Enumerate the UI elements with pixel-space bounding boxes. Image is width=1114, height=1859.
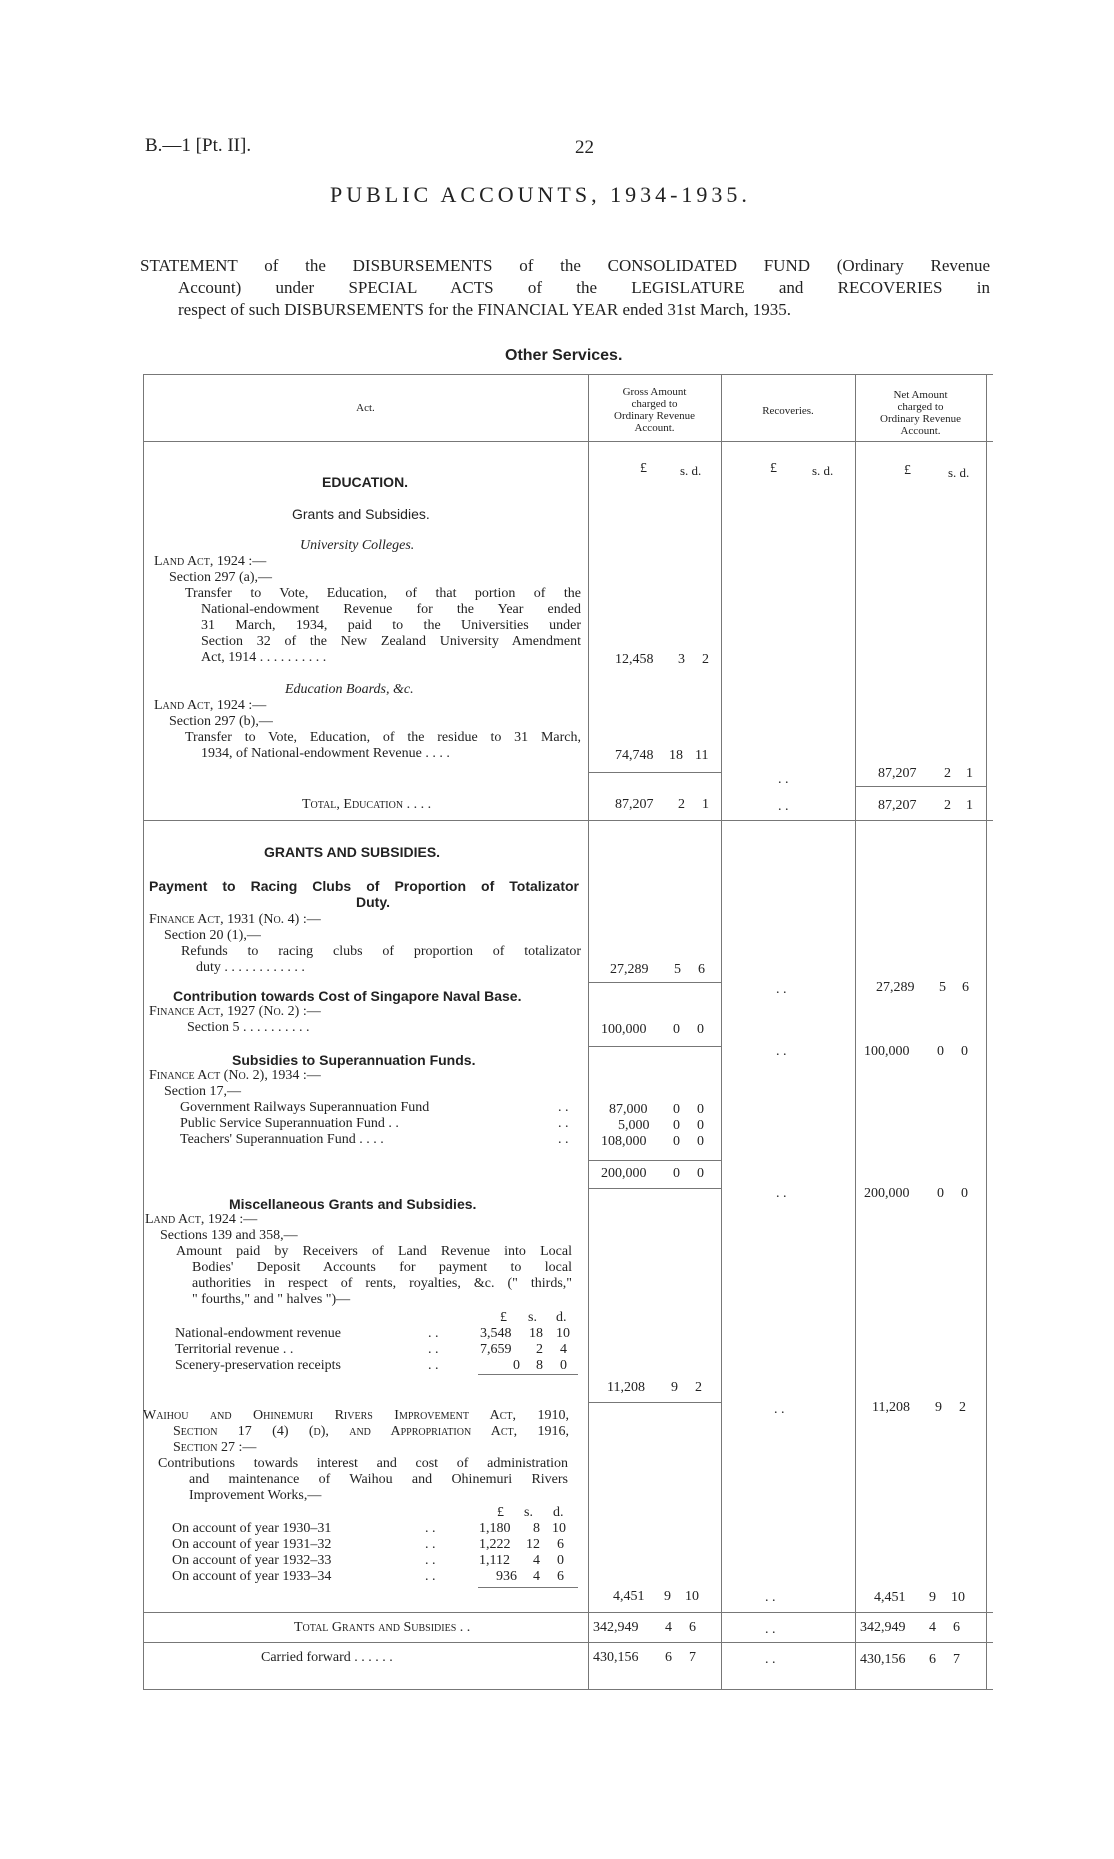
misc-item-shillings: 18 [529, 1326, 543, 1341]
super-item-pounds: 5,000 [618, 1118, 650, 1133]
misc-recoveries: . . [774, 1402, 785, 1417]
misc-act: Land Act, 1924 :— [145, 1212, 258, 1227]
university-gross-pence: 2 [702, 652, 709, 667]
misc-desc-3: authorities in respect of rents, royalties, &c. (" thirds," [192, 1276, 572, 1291]
table-top-rule [143, 374, 993, 375]
waihou-unit-pence: d. [553, 1505, 564, 1520]
boards-gross-pence: 11 [695, 748, 709, 763]
naval-recoveries: . . [776, 1044, 787, 1059]
boards-gross-shillings: 18 [669, 748, 683, 763]
superannuation-section: Section 17,— [164, 1084, 241, 1099]
racing-section: Section 20 (1),— [164, 928, 261, 943]
racing-desc-1: Refunds to racing clubs of proportion of totalizator [181, 944, 581, 959]
racing-recoveries: . . [776, 982, 787, 997]
misc-net-pence: 2 [959, 1400, 966, 1415]
racing-desc-2: duty . . . . . . . . . . . . [196, 960, 305, 975]
naval-net-pence: 0 [961, 1044, 968, 1059]
misc-item-label: Territorial revenue . . [175, 1342, 294, 1357]
naval-net-shillings: 0 [937, 1044, 944, 1059]
misc-desc-1: Amount paid by Receivers of Land Revenue into Local [176, 1244, 572, 1259]
university-desc-2: National-endowment Revenue for the Year ended [201, 602, 581, 617]
unit-sd-net: s. d. [948, 465, 970, 480]
table-left-border [143, 374, 144, 1689]
super-item-pence: 0 [697, 1102, 704, 1117]
waihou-item-shillings: 12 [526, 1537, 540, 1552]
super-item-pounds: 87,000 [609, 1102, 648, 1117]
col-divider-act [588, 374, 589, 1689]
super-subtotal-top-rule [588, 1160, 721, 1161]
racing-gross-pounds: 27,289 [610, 962, 649, 977]
boards-gross-pounds: 74,748 [615, 748, 654, 763]
total-grants-gross-pounds: 342,949 [593, 1620, 639, 1635]
waihou-desc-1: Contributions towards interest and cost of administration [158, 1456, 568, 1471]
boards-desc-1: Transfer to Vote, Education, of the residue to 31 March, [185, 730, 581, 745]
naval-gross-pounds: 100,000 [601, 1022, 647, 1037]
misc-item-pence: 0 [560, 1358, 567, 1373]
page-title: PUBLIC ACCOUNTS, 1934-1935. [330, 182, 751, 207]
misc-items-rule [478, 1374, 578, 1375]
racing-rule [588, 982, 721, 983]
waihou-title-2: Section 17 (4) (d), and Appropriation Act, 1916, [173, 1424, 569, 1439]
waihou-item-label: On account of year 1933–34 [172, 1569, 332, 1584]
misc-item-shillings: 8 [536, 1358, 543, 1373]
super-item-dots: . . [558, 1116, 569, 1131]
total-grants-net-shillings: 4 [929, 1620, 936, 1635]
carried-net-pence: 7 [953, 1652, 960, 1667]
carried-recoveries: . . [765, 1652, 776, 1667]
misc-net-shillings: 9 [935, 1400, 942, 1415]
super-net-pence: 0 [961, 1186, 968, 1201]
misc-desc-4: " fourths," and " halves ")— [192, 1292, 351, 1307]
super-item-pence: 0 [697, 1134, 704, 1149]
misc-item-dots: . . [428, 1326, 439, 1341]
misc-item-dots: . . [428, 1358, 439, 1373]
waihou-item-shillings: 4 [533, 1553, 540, 1568]
misc-item-pence: 4 [560, 1342, 567, 1357]
super-item-shillings: 0 [673, 1118, 680, 1133]
misc-section: Sections 139 and 358,— [160, 1228, 298, 1243]
superannuation-title: Subsidies to Superannuation Funds. [232, 1052, 476, 1068]
waihou-item-pounds: 1,180 [479, 1521, 511, 1536]
super-item-pence: 0 [697, 1118, 704, 1133]
waihou-item-pence: 6 [557, 1569, 564, 1584]
section-title: Other Services. [505, 347, 623, 364]
col-divider-gross [721, 374, 722, 1689]
education-heading: EDUCATION. [322, 474, 409, 490]
waihou-item-pounds: 1,222 [479, 1537, 511, 1552]
education-boards-title: Education Boards, &c. [285, 682, 414, 697]
education-total-rule [143, 820, 993, 821]
racing-title-1: Payment to Racing Clubs of Proportion of Totalizator [149, 878, 579, 894]
super-subtotal-pence: 0 [697, 1166, 704, 1181]
statement-line-2: Account) under SPECIAL ACTS of the LEGISLATURE and RECOVERIES in [178, 278, 990, 297]
education-subheading: Grants and Subsidies. [292, 506, 430, 522]
waihou-gross-pence: 10 [685, 1589, 699, 1604]
total-education-label: Total, Education . . . . [302, 797, 432, 812]
super-item-label: Public Service Superannuation Fund . . [180, 1116, 399, 1131]
carried-gross-pence: 7 [689, 1650, 696, 1665]
total-grants-net-pence: 6 [953, 1620, 960, 1635]
education-subtotal-rule [588, 772, 721, 773]
col-header-act: Act. [356, 402, 375, 414]
col-divider-recoveries [855, 374, 856, 1689]
waihou-item-shillings: 4 [533, 1569, 540, 1584]
waihou-item-pounds: 936 [496, 1569, 517, 1584]
university-act: Land Act, 1924 :— [154, 554, 267, 569]
waihou-desc-2: and maintenance of Waihou and Ohinemuri Rivers [189, 1472, 568, 1487]
misc-unit-pound: £ [500, 1310, 507, 1325]
total-education-gross-shillings: 2 [678, 797, 685, 812]
waihou-net-pounds: 4,451 [874, 1590, 906, 1605]
table-header-rule [143, 441, 993, 442]
university-desc-4: Section 32 of the New Zealand University Amendment [201, 634, 581, 649]
unit-pound-gross: £ [640, 461, 647, 476]
unit-sd-recoveries: s. d. [812, 463, 834, 478]
carried-gross-pounds: 430,156 [593, 1650, 639, 1665]
waihou-recoveries: . . [765, 1590, 776, 1605]
education-subtotal-net-pounds: 87,207 [878, 766, 917, 781]
boards-desc-2: 1934, of National-endowment Revenue . . . . [201, 746, 450, 761]
education-subtotal-net-shillings: 2 [944, 766, 951, 781]
super-item-dots: . . [558, 1100, 569, 1115]
misc-item-pounds: 7,659 [480, 1342, 512, 1357]
misc-unit-shilling: s. [528, 1310, 537, 1325]
university-section: Section 297 (a),— [169, 570, 273, 585]
racing-net-pounds: 27,289 [876, 980, 915, 995]
misc-desc-2: Bodies' Deposit Accounts for payment to local [192, 1260, 572, 1275]
waihou-item-pence: 10 [552, 1521, 566, 1536]
naval-rule [588, 1046, 721, 1047]
waihou-item-label: On account of year 1931–32 [172, 1537, 332, 1552]
superannuation-act: Finance Act (No. 2), 1934 :— [149, 1068, 321, 1083]
unit-pound-recoveries: £ [770, 461, 777, 476]
misc-unit-pence: d. [556, 1310, 567, 1325]
waihou-item-shillings: 8 [533, 1521, 540, 1536]
col-header-gross: Gross Amount charged to Ordinary Revenue Account. [614, 386, 695, 434]
naval-gross-pence: 0 [697, 1022, 704, 1037]
waihou-item-dots: . . [425, 1537, 436, 1552]
total-grants-label: Total Grants and Subsidies . . [294, 1620, 471, 1635]
carried-forward-label: Carried forward . . . . . . [261, 1650, 393, 1665]
misc-item-dots: . . [428, 1342, 439, 1357]
waihou-items-rule [478, 1587, 578, 1588]
total-education-gross-pounds: 87,207 [615, 797, 654, 812]
total-education-net-shillings: 2 [944, 798, 951, 813]
university-desc-1: Transfer to Vote, Education, of that portion of the [185, 586, 581, 601]
waihou-gross-shillings: 9 [664, 1589, 671, 1604]
waihou-item-label: On account of year 1930–31 [172, 1521, 332, 1536]
total-grants-gross-pence: 6 [689, 1620, 696, 1635]
university-colleges-title: University Colleges. [300, 538, 415, 553]
misc-item-label: Scenery-preservation receipts [175, 1358, 341, 1373]
waihou-net-shillings: 9 [929, 1590, 936, 1605]
waihou-item-label: On account of year 1932–33 [172, 1553, 332, 1568]
table-bottom-rule [143, 1689, 993, 1690]
waihou-rule [143, 1612, 993, 1613]
racing-net-pence: 6 [962, 980, 969, 995]
misc-gross-pounds: 11,208 [607, 1380, 645, 1395]
super-item-shillings: 0 [673, 1134, 680, 1149]
total-grants-gross-shillings: 4 [665, 1620, 672, 1635]
carried-net-shillings: 6 [929, 1652, 936, 1667]
racing-gross-pence: 6 [698, 962, 705, 977]
super-subtotal-rule [588, 1188, 721, 1189]
super-item-pounds: 108,000 [601, 1134, 647, 1149]
document-reference: B.—1 [Pt. II]. [145, 135, 252, 156]
waihou-unit-pound: £ [497, 1505, 504, 1520]
waihou-item-dots: . . [425, 1521, 436, 1536]
waihou-title-1: Waihou and Ohinemuri Rivers Improvement Act, 1910, [143, 1408, 569, 1423]
misc-gross-shillings: 9 [671, 1380, 678, 1395]
super-item-label: Teachers' Superannuation Fund . . . . [180, 1132, 384, 1147]
waihou-item-dots: . . [425, 1553, 436, 1568]
waihou-desc-3: Improvement Works,— [189, 1488, 322, 1503]
col-header-net: Net Amount charged to Ordinary Revenue Account. [880, 389, 961, 437]
university-desc-3: 31 March, 1934, paid to the Universities under [201, 618, 581, 633]
university-gross-pounds: 12,458 [615, 652, 654, 667]
boards-act: Land Act, 1924 :— [154, 698, 267, 713]
misc-item-pounds: 0 [513, 1358, 520, 1373]
misc-item-shillings: 2 [536, 1342, 543, 1357]
super-item-dots: . . [558, 1132, 569, 1147]
education-net-rule [855, 786, 986, 787]
racing-gross-shillings: 5 [674, 962, 681, 977]
education-subtotal-recoveries: . . [778, 772, 789, 787]
total-grants-net-pounds: 342,949 [860, 1620, 906, 1635]
waihou-item-pence: 0 [557, 1553, 564, 1568]
carried-net-pounds: 430,156 [860, 1652, 906, 1667]
misc-gross-pence: 2 [695, 1380, 702, 1395]
naval-act: Finance Act, 1927 (No. 2) :— [149, 1004, 321, 1019]
racing-act: Finance Act, 1931 (No. 4) :— [149, 912, 321, 927]
misc-item-pence: 10 [556, 1326, 570, 1341]
naval-gross-shillings: 0 [673, 1022, 680, 1037]
university-desc-5: Act, 1914 . . . . . . . . . . [201, 650, 327, 665]
total-education-recoveries: . . [778, 799, 789, 814]
education-subtotal-net-pence: 1 [966, 766, 973, 781]
total-education-net-pence: 1 [966, 798, 973, 813]
boards-section: Section 297 (b),— [169, 714, 273, 729]
super-item-label: Government Railways Superannuation Fund [180, 1100, 430, 1115]
waihou-item-pence: 6 [557, 1537, 564, 1552]
super-recoveries: . . [776, 1186, 787, 1201]
misc-title: Miscellaneous Grants and Subsidies. [229, 1196, 477, 1212]
statement-line-1: STATEMENT of the DISBURSEMENTS of the CONSOLIDATED FUND (Ordinary Revenue [140, 256, 990, 275]
super-item-shillings: 0 [673, 1102, 680, 1117]
super-net-pounds: 200,000 [864, 1186, 910, 1201]
super-net-shillings: 0 [937, 1186, 944, 1201]
unit-sd-gross: s. d. [680, 463, 702, 478]
waihou-item-pounds: 1,112 [479, 1553, 510, 1568]
racing-net-shillings: 5 [939, 980, 946, 995]
waihou-gross-pounds: 4,451 [613, 1589, 645, 1604]
super-subtotal-shillings: 0 [673, 1166, 680, 1181]
waihou-net-pence: 10 [951, 1590, 965, 1605]
naval-net-pounds: 100,000 [864, 1044, 910, 1059]
misc-net-pounds: 11,208 [872, 1400, 910, 1415]
misc-item-label: National-endowment revenue [175, 1326, 341, 1341]
naval-section: Section 5 . . . . . . . . . . [187, 1020, 310, 1035]
grants-heading: GRANTS AND SUBSIDIES. [264, 844, 441, 860]
university-gross-shillings: 3 [678, 652, 685, 667]
unit-pound-net: £ [904, 463, 911, 478]
racing-title-2: Duty. [356, 894, 390, 910]
super-subtotal-pounds: 200,000 [601, 1166, 647, 1181]
grants-total-rule [143, 1642, 993, 1643]
waihou-unit-shilling: s. [524, 1505, 533, 1520]
col-header-recoveries: Recoveries. [762, 405, 814, 417]
table-right-border [986, 374, 987, 1689]
misc-gross-rule [588, 1402, 721, 1403]
total-education-net-pounds: 87,207 [878, 798, 917, 813]
statement-line-3: respect of such DISBURSEMENTS for the FINANCIAL YEAR ended 31st March, 1935. [178, 300, 792, 319]
misc-item-pounds: 3,548 [480, 1326, 512, 1341]
waihou-title-3: Section 27 :— [173, 1440, 257, 1455]
page-number: 22 [575, 137, 594, 158]
carried-gross-shillings: 6 [665, 1650, 672, 1665]
naval-title: Contribution towards Cost of Singapore Naval Base. [173, 988, 522, 1004]
total-education-gross-pence: 1 [702, 797, 709, 812]
waihou-item-dots: . . [425, 1569, 436, 1584]
total-grants-recoveries: . . [765, 1622, 776, 1637]
